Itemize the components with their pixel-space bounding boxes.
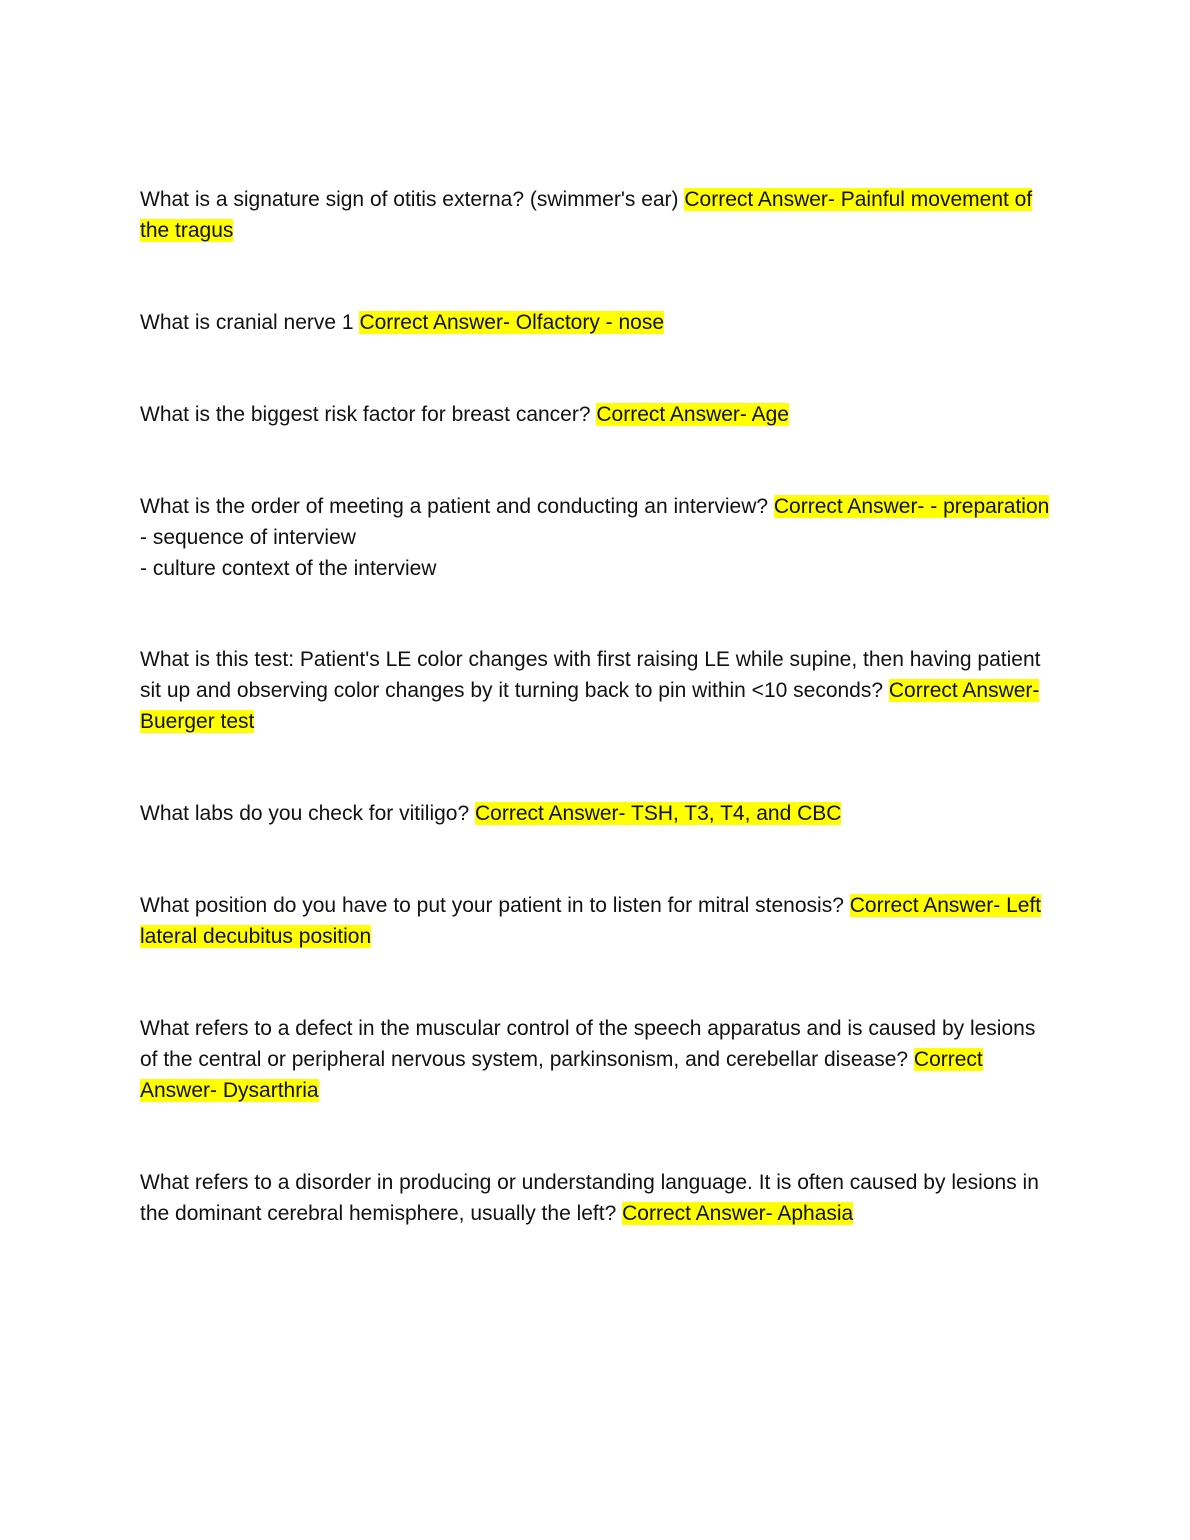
answer-highlight: Correct Answer- Olfactory - nose (359, 311, 665, 334)
qa-item (140, 798, 1050, 829)
question-text: What is cranial nerve 1 (140, 311, 360, 334)
qa-item (140, 184, 1050, 246)
answer-highlight: Correct Answer- Painful movement of the tragus (140, 188, 1033, 242)
qa-item (140, 644, 1050, 737)
question-text: What refers to a disorder in producing or understanding language. It is often caused by lesions in the dominant cerebral hemisphere, usually the left? (140, 1171, 1039, 1225)
answer-highlight: Correct Answer- Buerger test (140, 679, 1040, 733)
document-body (140, 184, 1050, 1290)
qa-paragraph (140, 307, 1050, 338)
qa-paragraph (140, 399, 1050, 430)
question-text: What labs do you check for vitiligo? (140, 802, 475, 825)
question-text: What position do you have to put your patient in to listen for mitral stenosis? (140, 894, 850, 917)
qa-paragraph (140, 1013, 1050, 1106)
answer-continuation-line: - culture context of the interview (140, 557, 437, 580)
answer-highlight: Correct Answer- Left lateral decubitus position (140, 894, 1042, 948)
qa-paragraph (140, 184, 1050, 246)
qa-paragraph (140, 1167, 1050, 1229)
question-text: What is the biggest risk factor for breast cancer? (140, 403, 597, 426)
qa-item (140, 491, 1050, 584)
question-text: What is a signature sign of otitis externa? (swimmer's ear) (140, 188, 685, 211)
question-text: What is the order of meeting a patient and conducting an interview? (140, 495, 774, 518)
qa-paragraph (140, 644, 1050, 737)
qa-paragraph (140, 798, 1050, 829)
qa-item (140, 307, 1050, 338)
qa-item (140, 1013, 1050, 1106)
qa-item (140, 399, 1050, 430)
qa-paragraph (140, 491, 1050, 522)
answer-highlight: Correct Answer- - preparation (773, 495, 1050, 518)
answer-highlight: Correct Answer- Aphasia (622, 1202, 854, 1225)
answer-highlight: Correct Answer- Age (596, 403, 789, 426)
answer-highlight: Correct Answer- TSH, T3, T4, and CBC (475, 802, 842, 825)
qa-item (140, 890, 1050, 952)
qa-item (140, 1167, 1050, 1229)
question-text: What is this test: Patient's LE color changes with first raising LE while supine, then having patient sit up and observing color changes by it turning back to pin within <10 seconds? (140, 648, 1041, 702)
qa-paragraph (140, 890, 1050, 952)
answer-continuation-line: - sequence of interview (140, 526, 356, 549)
answer-highlight: Correct Answer- Dysarthria (140, 1048, 983, 1102)
question-text: What refers to a defect in the muscular control of the speech apparatus and is caused by lesions of the central or peripheral nervous system, parkinsonism, and cerebellar disease? (140, 1017, 1036, 1071)
